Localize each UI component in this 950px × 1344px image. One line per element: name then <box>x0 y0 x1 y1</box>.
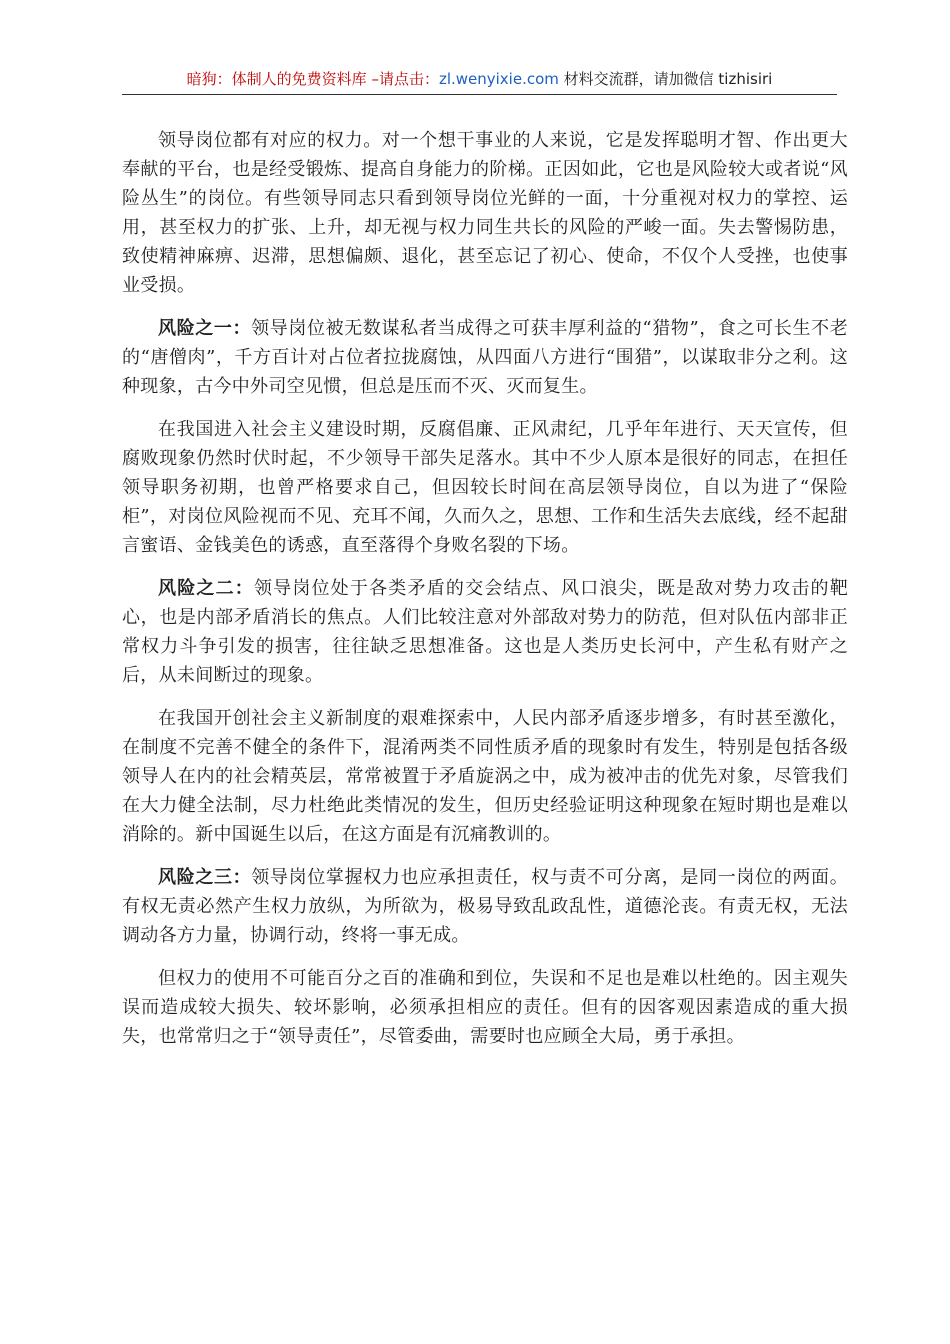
paragraph-text: 领导岗位被无数谋私者当成得之可获丰厚利益的“猎物”，食之可长生不老的“唐僧肉”，千方百计对占位者拉拢腐蚀，从四面八方进行“围猎”，以谋取非分之利。这种现象，古今中外司空见惯，但总是压而不灭、灭而复生。 <box>122 318 848 397</box>
header-brand: 暗狗：体制人的免费资料库 <box>186 70 367 88</box>
header-url-link[interactable]: zl.wenyixie.com <box>438 70 559 88</box>
header-wechat-group: 材料交流群，请加微信 tizhisiri <box>558 70 773 88</box>
header-click-prefix: –请点击： <box>366 70 439 88</box>
paragraph-text: 在我国进入社会主义建设时期，反腐倡廉、正风肃纪，几乎年年进行、天天宣传，但腐败现象仍然时伏时起，不少领导干部失足落水。其中不少人原本是很好的同志，在担任领导职务初期，也曾严格要求自己，但因较长时间在高层领导岗位，自以为进了“保险柜”，对岗位风险视而不见、充耳不闻，久而久之，思想、工作和生活失去底线，经不起甜言蜜语、金钱美色的诱惑，直至落得个身败名裂的下场。 <box>122 419 848 556</box>
paragraph-risk-one-detail <box>122 415 848 560</box>
paragraph-lead: 风险之三： <box>158 867 252 888</box>
document-body <box>122 126 848 1065</box>
paragraph-text: 但权力的使用不可能百分之百的准确和到位，失误和不足也是难以杜绝的。因主观失误而造成较大损失、较坏影响，必须承担相应的责任。但有的因客观因素造成的重大损失，也常常归之于“领导责任”，尽管委曲，需要时也应顾全大局，勇于承担。 <box>122 968 848 1047</box>
paragraph-risk-one <box>122 314 848 401</box>
paragraph-risk-three-detail <box>122 964 848 1051</box>
paragraph-risk-two-detail <box>122 704 848 849</box>
paragraph-risk-two <box>122 574 848 690</box>
paragraph-text: 在我国开创社会主义新制度的艰难探索中，人民内部矛盾逐步增多，有时甚至激化，在制度不完善不健全的条件下，混淆两类不同性质矛盾的现象时有发生，特别是包括各级领导人在内的社会精英层，常常被置于矛盾旋涡之中，成为被冲击的优先对象，尽管我们在大力健全法制，尽力杜绝此类情况的发生，但历史经验证明这种现象在短时期也是难以消除的。新中国诞生以后，在这方面是有沉痛教训的。 <box>122 708 848 845</box>
paragraph-text: 领导岗位掌握权力也应承担责任，权与责不可分离，是同一岗位的两面。有权无责必然产生权力放纵，为所欲为，极易导致乱政乱性，道德沦丧。有责无权，无法调动各方力量，协调行动，终将一事无成。 <box>122 867 848 946</box>
paragraph-lead: 风险之二： <box>158 578 254 599</box>
paragraph-text: 领导岗位处于各类矛盾的交会结点、风口浪尖，既是敌对势力攻击的靶心，也是内部矛盾消长的焦点。人们比较注意对外部敌对势力的防范，但对队伍内部非正常权力斗争引发的损害，往往缺乏思想准备。这也是人类历史长河中，产生私有财产之后，从未间断过的现象。 <box>122 578 849 686</box>
paragraph-risk-three <box>122 863 848 950</box>
paragraph-intro <box>122 126 848 300</box>
paragraph-lead: 风险之一： <box>158 318 252 339</box>
page-header <box>122 66 837 95</box>
paragraph-text: 领导岗位都有对应的权力。对一个想干事业的人来说，它是发挥聪明才智、作出更大奉献的平台，也是经受锻炼、提高自身能力的阶梯。正因如此，它也是风险较大或者说“风险丛生”的岗位。有些领导同志只看到领导岗位光鲜的一面，十分重视对权力的掌控、运用，甚至权力的扩张、上升，却无视与权力同生共长的风险的严峻一面。失去警惕防患，致使精神麻痹、迟滞，思想偏颇、退化，甚至忘记了初心、使命，不仅个人受挫，也使事业受损。 <box>122 130 848 296</box>
